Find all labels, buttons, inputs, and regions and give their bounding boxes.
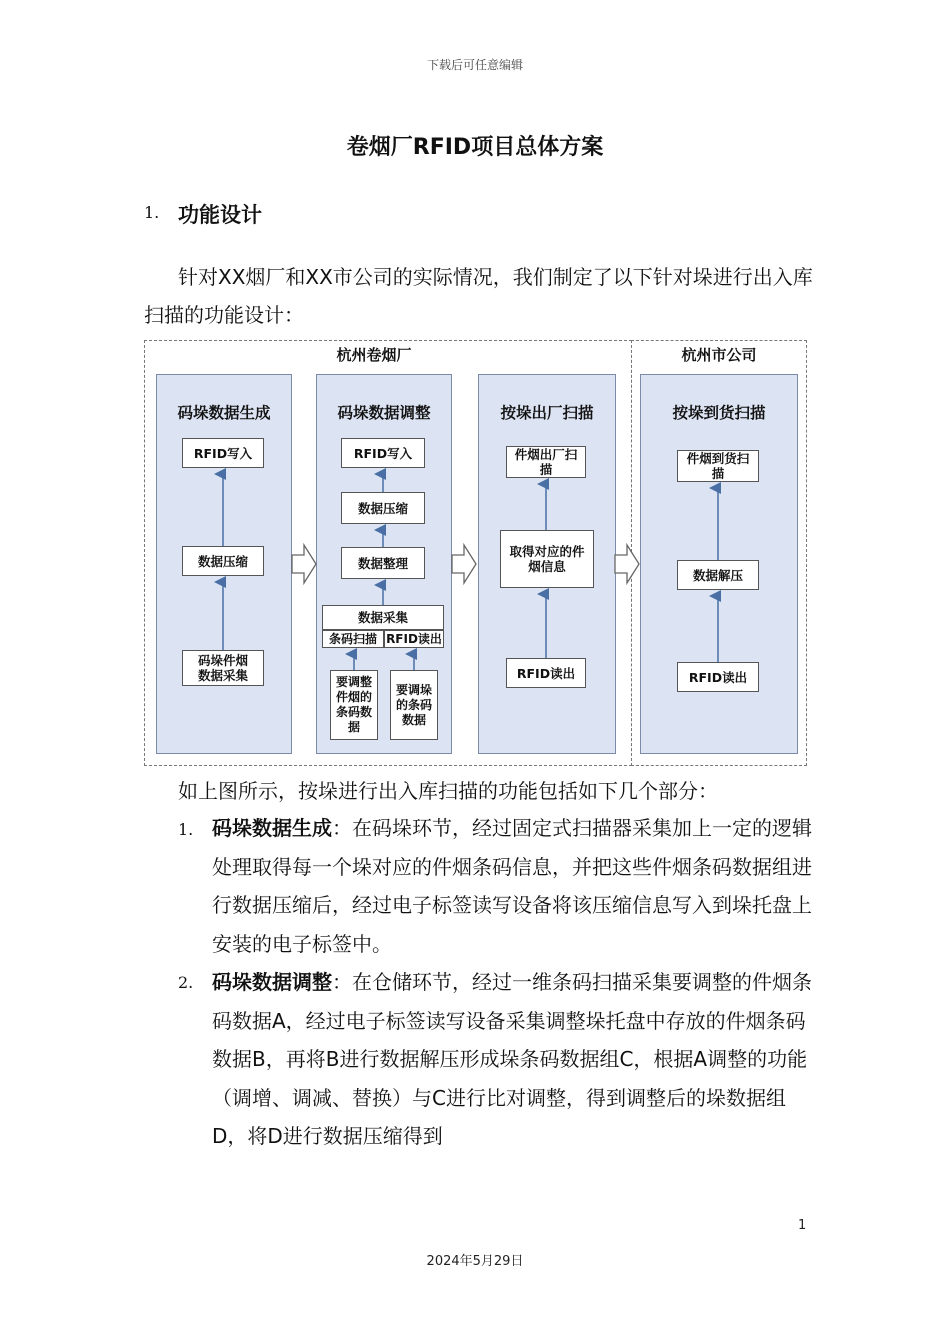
footer-date: 2024年5月29日	[426, 1254, 524, 1269]
box-rfid-read: RFID读出	[506, 658, 586, 688]
box-rfid-read: RFID读出	[677, 662, 759, 692]
list-item-number: 1.	[178, 820, 194, 839]
list-item-number: 2.	[178, 973, 194, 992]
list-item	[212, 809, 812, 963]
box-rfid-write: RFID写入	[341, 438, 425, 468]
block-arrow-right	[615, 545, 639, 583]
list-item-text: ：在码垛环节，经过固定式扫描器采集加上一定的逻辑处理取得每一个垛对应的件烟条码信息，并把这些件烟条码数据组进行数据压缩后，经过电子标签读写设备将该压缩信息写入到垛托盘上安装的电子标签中。	[212, 816, 812, 956]
list-item-term: 码垛数据生成	[212, 816, 332, 840]
column-title: 按垛出厂扫描	[500, 404, 594, 422]
column-title: 码垛数据调整	[337, 404, 431, 422]
column-title: 按垛到货扫描	[672, 404, 766, 422]
box-outbound-scan: 件烟出厂扫描	[506, 446, 586, 478]
box-adjust-barcode-data: 要调整件烟的条码数据	[330, 670, 378, 740]
box-data-compress: 数据压缩	[341, 492, 425, 524]
list-item	[212, 963, 812, 1156]
box-get-item-info: 取得对应的件烟信息	[500, 530, 594, 588]
section-number: 1.	[144, 203, 160, 222]
block-arrow-right	[292, 545, 316, 583]
list-item-text: ：在仓储环节，经过一维条码扫描采集要调整的件烟条码数据A，经过电子标签读写设备采集调整垛托盘中存放的件烟条码数据B，再将B进行数据解压形成垛条码数据组C，根据A调整的功能（调增、调减、替换）与C进行比对调整，得到调整后的垛数据组D，将D进行数据压缩得到	[212, 970, 812, 1148]
box-data-compress: 数据压缩	[182, 546, 264, 576]
box-barcode-scan: 条码扫描	[322, 630, 384, 648]
box-rfid-read: RFID读出	[384, 630, 444, 648]
flow-diagram	[144, 340, 806, 766]
box-rfid-write: RFID写入	[182, 438, 264, 468]
column-title: 码垛数据生成	[177, 404, 271, 422]
block-arrow-right	[452, 545, 476, 583]
header-note: 下载后可任意编辑	[426, 58, 523, 72]
box-arrival-scan: 件烟到货扫描	[677, 450, 759, 482]
document-title: 卷烟厂RFID项目总体方案	[346, 135, 604, 160]
box-stack-data-collect: 码垛件烟数据采集	[182, 650, 264, 686]
lead-paragraph: 如上图所示，按垛进行出入库扫描的功能包括如下几个部分：	[178, 779, 718, 803]
section-title: 功能设计	[178, 203, 262, 227]
box-data-collect: 数据采集	[322, 605, 444, 630]
zone-factory-label: 杭州卷烟厂	[336, 346, 412, 364]
intro-paragraph: 针对XX烟厂和XX市公司的实际情况，我们制定了以下针对垛进行出入库扫描的功能设计：	[144, 265, 813, 327]
box-data-organize: 数据整理	[341, 547, 425, 579]
box-data-decompress: 数据解压	[677, 560, 759, 590]
zone-city-label: 杭州市公司	[681, 346, 757, 364]
list-item-term: 码垛数据调整	[212, 970, 332, 994]
diagram-arrows	[144, 340, 806, 766]
page-number: 1	[798, 1218, 807, 1233]
box-pile-barcode-data: 要调垛的条码数据	[390, 670, 438, 740]
